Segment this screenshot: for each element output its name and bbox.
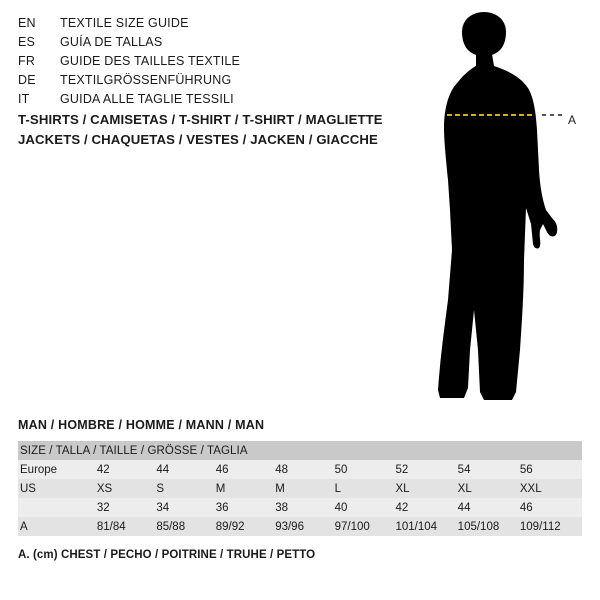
table-row	[18, 479, 582, 498]
row-cell: 93/96	[275, 517, 334, 536]
table-row	[18, 460, 582, 479]
language-row	[18, 92, 358, 111]
table-group-title: MAN / HOMBRE / HOMME / MANN / MAN	[18, 418, 265, 432]
language-code: ES	[18, 35, 36, 49]
category-tshirts: T-SHIRTS / CAMISETAS / T-SHIRT / T-SHIRT / MAGLIETTE	[18, 112, 383, 127]
row-label: Europe	[18, 460, 97, 479]
row-cell: 42	[395, 498, 457, 517]
body-figure	[400, 10, 600, 410]
row-cell: 52	[395, 460, 457, 479]
category-headings	[18, 110, 418, 150]
row-cell: 46	[520, 498, 582, 517]
category-jackets: JACKETS / CHAQUETAS / VESTES / JACKEN / GIACCHE	[18, 132, 378, 147]
row-cell: M	[216, 479, 275, 498]
row-cell: 42	[97, 460, 156, 479]
row-cell: XL	[458, 479, 520, 498]
row-cell: 50	[335, 460, 396, 479]
language-code: IT	[18, 92, 30, 106]
row-cell: 36	[216, 498, 275, 517]
row-cell: 54	[458, 460, 520, 479]
row-cell: 46	[216, 460, 275, 479]
language-row	[18, 16, 358, 35]
male-silhouette-icon	[400, 10, 600, 410]
table-row	[18, 517, 582, 536]
row-cell: 40	[335, 498, 396, 517]
row-cell: 48	[275, 460, 334, 479]
language-code: EN	[18, 16, 36, 30]
size-table	[18, 441, 582, 536]
language-text: TEXTILGRÖSSENFÜHRUNG	[60, 73, 232, 87]
row-cell: XL	[395, 479, 457, 498]
row-cell: 38	[275, 498, 334, 517]
row-cell: 109/112	[520, 517, 582, 536]
table-header-row	[18, 441, 582, 460]
table-row	[18, 498, 582, 517]
language-row	[18, 73, 358, 92]
language-text: TEXTILE SIZE GUIDE	[60, 16, 189, 30]
row-cell: 56	[520, 460, 582, 479]
table-header-label: SIZE / TALLA / TAILLE / GRÖSSE / TAGLIA	[18, 441, 582, 460]
row-cell: 101/104	[395, 517, 457, 536]
row-cell: S	[156, 479, 215, 498]
row-cell: 97/100	[335, 517, 396, 536]
language-guide-list	[18, 16, 358, 111]
row-cell: 44	[458, 498, 520, 517]
row-cell: 81/84	[97, 517, 156, 536]
language-code: FR	[18, 54, 36, 68]
row-cell: L	[335, 479, 396, 498]
footnote: A. (cm) CHEST / PECHO / POITRINE / TRUHE / PETTO	[18, 549, 316, 561]
row-label: US	[18, 479, 97, 498]
row-cell: M	[275, 479, 334, 498]
row-cell: XXL	[520, 479, 582, 498]
language-row	[18, 54, 358, 73]
language-text: GUIDA ALLE TAGLIE TESSILI	[60, 92, 234, 106]
language-code: DE	[18, 73, 36, 87]
row-cell: 85/88	[156, 517, 215, 536]
chest-label: A	[568, 113, 577, 127]
row-cell: 44	[156, 460, 215, 479]
language-text: GUIDE DES TAILLES TEXTILE	[60, 54, 241, 68]
language-text: GUÍA DE TALLAS	[60, 35, 163, 49]
row-cell: 89/92	[216, 517, 275, 536]
row-cell: 32	[97, 498, 156, 517]
language-row	[18, 35, 358, 54]
row-label: A	[18, 517, 97, 536]
row-cell: 105/108	[458, 517, 520, 536]
row-cell: 34	[156, 498, 215, 517]
row-cell: XS	[97, 479, 156, 498]
row-label	[18, 498, 97, 517]
